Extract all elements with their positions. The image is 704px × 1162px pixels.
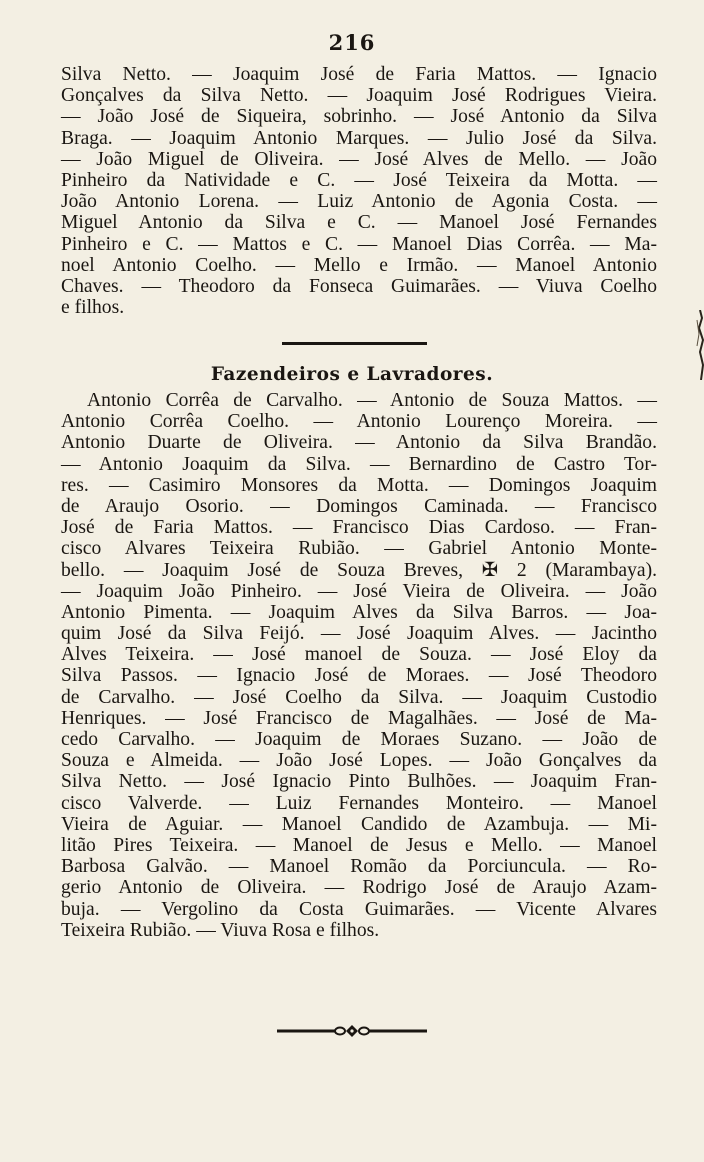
text-line: cedo Carvalho. — Joaquim de Moraes Suzano. — João de: [61, 729, 657, 750]
farmers-list: [61, 390, 657, 941]
text-line: — João José de Siqueira, sobrinho. — José Antonio da Silva: [61, 106, 657, 128]
text-line: gerio Antonio de Oliveira. — Rodrigo José de Araujo Azam-: [61, 877, 657, 899]
text-line: e filhos.: [61, 297, 125, 319]
text-line: Souza e Almeida. — João José Lopes. — João Gonçalves da: [61, 750, 657, 772]
text-line: Pinheiro e C. — Mattos e C. — Manoel Dias Corrêa. — Ma-: [61, 233, 657, 255]
page-number: 216: [328, 30, 376, 55]
text-line: cisco Alvares Teixeira Rubião. — Gabriel Antonio Monte-: [61, 538, 657, 560]
text-line: Silva Netto. — José Ignacio Pinto Bulhões. — Joaquim Fran-: [61, 771, 657, 793]
text-line: Gonçalves da Silva Netto. — Joaquim José Rodrigues Vieira.: [61, 85, 657, 107]
text-line: Vieira de Aguiar. — Manoel Candido de Azambuja. — Mi-: [61, 813, 657, 835]
merchant-list-continuation: [61, 64, 657, 318]
text-line: — João Miguel de Oliveira. — José Alves de Mello. — João: [61, 148, 657, 170]
text-line: Antonio Corrêa de Carvalho. — Antonio de Souza Mattos. —: [87, 390, 657, 411]
text-line: buja. — Vergolino da Costa Guimarães. — Vicente Alvares: [61, 898, 657, 920]
text-line: noel Antonio Coelho. — Mello e Irmão. — Manoel Antonio: [61, 254, 657, 276]
text-line: bello. — Joaquim José de Souza Breves, ✠ 2 (Marambaya).: [61, 559, 657, 581]
text-line: — Joaquim João Pinheiro. — José Vieira de Oliveira. — João: [61, 580, 657, 602]
text-line: Barbosa Galvão. — Manoel Romão da Porciuncula. — Ro-: [61, 856, 657, 878]
text-line: Antonio Corrêa Coelho. — Antonio Lourenço Moreira. —: [61, 411, 657, 433]
text-line: de Carvalho. — José Coelho da Silva. — Joaquim Custodio: [61, 686, 657, 708]
text-line: res. — Casimiro Monsores da Motta. — Domingos Joaquim: [61, 474, 657, 496]
section-heading: Fazendeiros e Lavradores.: [210, 364, 494, 385]
text-line: cisco Valverde. — Luiz Fernandes Monteiro. — Manoel: [61, 792, 657, 814]
text-line: Chaves. — Theodoro da Fonseca Guimarães. — Viuva Coelho: [61, 275, 657, 297]
text-line: Pinheiro da Natividade e C. — José Teixeira da Motta. —: [61, 169, 657, 191]
text-line: Henriques. — José Francisco de Magalhães. — José de Ma-: [61, 707, 657, 729]
text-line: litão Pires Teixeira. — Manoel de Jesus e Mello. — Manoel: [61, 834, 657, 856]
text-line: quim José da Silva Feijó. — José Joaquim Alves. — Jacintho: [61, 623, 657, 645]
text-line: de Araujo Osorio. — Domingos Caminada. — Francisco: [61, 495, 657, 517]
section-divider-rule: [282, 342, 427, 345]
end-ornament: [0, 1024, 704, 1038]
text-line: Silva Passos. — Ignacio José de Moraes. — José Theodoro: [61, 665, 657, 687]
page-edge-shadow: [694, 310, 704, 380]
text-line: Braga. — Joaquim Antonio Marques. — Julio José da Silva.: [61, 127, 657, 149]
text-line: Antonio Pimenta. — Joaquim Alves da Silva Barros. — Joa-: [61, 601, 657, 623]
text-line: Teixeira Rubião. — Viuva Rosa e filhos.: [61, 919, 380, 941]
text-line: Alves Teixeira. — José manoel de Souza. — José Eloy da: [61, 644, 657, 666]
text-line: João Antonio Lorena. — Luiz Antonio de Agonia Costa. —: [61, 191, 657, 213]
text-line: Miguel Antonio da Silva e C. — Manoel José Fernandes: [61, 212, 657, 234]
text-line: Antonio Duarte de Oliveira. — Antonio da Silva Brandão.: [61, 432, 657, 454]
text-line: Silva Netto. — Joaquim José de Faria Mattos. — Ignacio: [61, 64, 657, 85]
text-line: José de Faria Mattos. — Francisco Dias Cardoso. — Fran-: [61, 517, 657, 539]
text-line: — Antonio Joaquim da Silva. — Bernardino de Castro Tor-: [61, 453, 657, 475]
